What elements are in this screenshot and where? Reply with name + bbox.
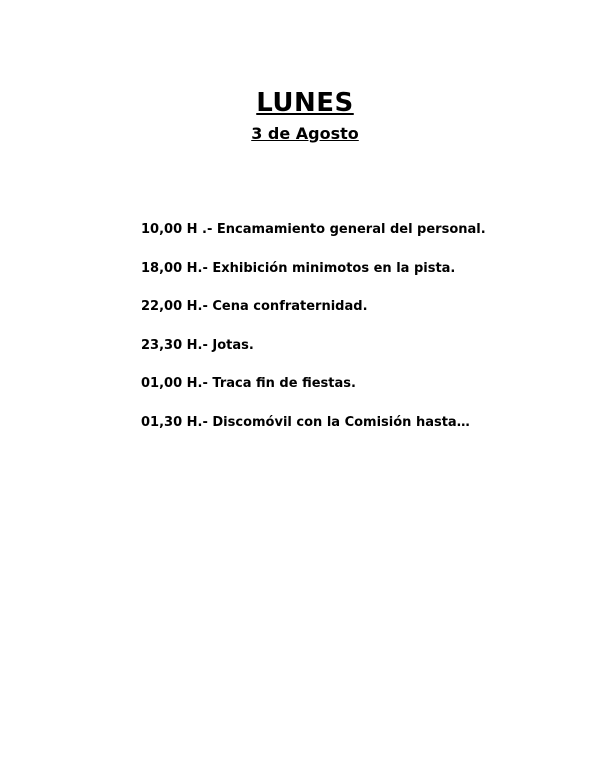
schedule-list [141,220,486,451]
schedule-item: 18,00 H.- Exhibición minimotos en la pista. [141,260,456,276]
page-title: LUNES [256,88,354,118]
schedule-item: 01,30 H.- Discomóvil con la Comisión hasta… [141,414,470,430]
schedule-item: 23,30 H.- Jotas. [141,337,254,353]
schedule-item: 10,00 H .- Encamamiento general del personal. [141,222,486,237]
schedule-item: 01,00 H.- Traca fin de fiestas. [141,376,356,391]
date-subtitle: 3 de Agosto [251,124,359,143]
schedule-item: 22,00 H.- Cena confraternidad. [141,299,368,314]
